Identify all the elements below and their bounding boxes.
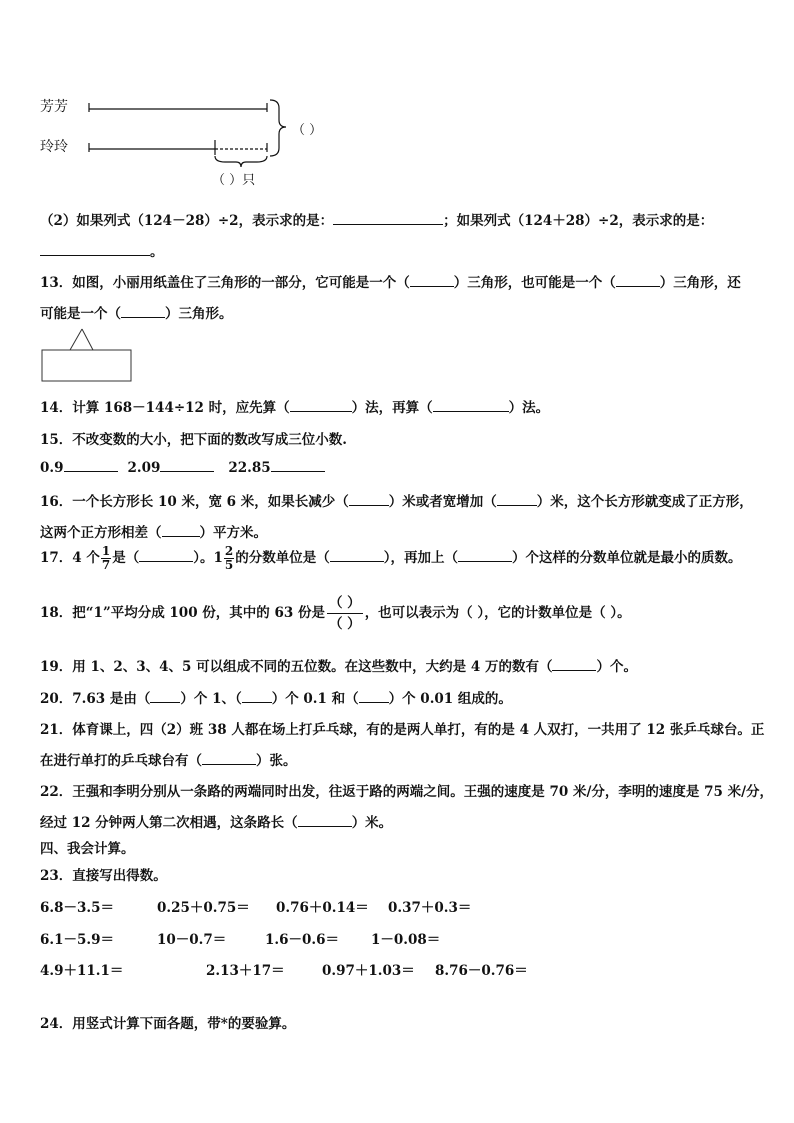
- q12-part2-line2: 。: [40, 240, 164, 260]
- q12-blank-2[interactable]: [40, 243, 150, 256]
- q16-blank-1[interactable]: [349, 493, 389, 506]
- segment-diagram: [0, 0, 400, 190]
- q19-blank[interactable]: [552, 658, 596, 671]
- q21-line2: 在进行单打的乒乓球台有（ ）张。: [40, 753, 297, 769]
- q20: 20．7.63 是由（ ）个 1、（ ）个 0.1 和（ ）个 0.01 组成的。: [40, 691, 512, 707]
- q13-line2: 可能是一个（ ）三角形。: [40, 306, 233, 322]
- q17-blank-3[interactable]: [458, 549, 512, 562]
- q23-item: 0.97＋1.03＝: [322, 963, 415, 979]
- label-lingling: 玲玲: [40, 139, 68, 155]
- q23-item: 6.8－3.5＝: [40, 900, 114, 916]
- q17-blank-1[interactable]: [139, 549, 193, 562]
- q13-blank-2[interactable]: [616, 274, 660, 287]
- q23-item: 10－0.7＝: [157, 932, 227, 948]
- q15-blank-1[interactable]: [64, 459, 118, 472]
- q14-blank-1[interactable]: [290, 399, 352, 412]
- q23-item: 2.13＋17＝: [206, 963, 285, 979]
- q16-blank-3[interactable]: [162, 524, 200, 537]
- q23-item: 1－0.08＝: [371, 932, 441, 948]
- label-fangfang: 芳芳: [40, 99, 68, 115]
- q18: 18．把“1”平均分成 100 份，其中的 63 份是 $\frac{( )}{( )}$ ，也可以表示为（ ），它的计数单位是（ ）。: [40, 595, 631, 632]
- q20-blank-1[interactable]: [150, 690, 180, 703]
- q16-blank-2[interactable]: [497, 493, 537, 506]
- q15-blank-2[interactable]: [160, 459, 214, 472]
- q23-title: 23．直接写出得数。: [40, 868, 167, 884]
- fraction-two-fifths: $\frac{2}{5}$: [224, 544, 234, 572]
- q17: 17．4 个 $\frac{1}{7}$ 是（ ）。1 $\frac{2}{5}$ 的分数单位是（ ），再加上（ ）个这样的分数单位就是最小的质数。: [40, 544, 742, 572]
- right-brace: [270, 100, 286, 156]
- bottom-brace: [215, 156, 267, 167]
- q23-item: 1.6－0.6＝: [265, 932, 339, 948]
- q23-item: 0.25＋0.75＝: [157, 900, 250, 916]
- q16-line2: 这两个正方形相差（ ）平方米。: [40, 525, 267, 541]
- q14-blank-2[interactable]: [433, 399, 509, 412]
- section-heading: 四、我会计算。: [40, 841, 135, 857]
- q23-item: 0.76＋0.14＝: [276, 900, 369, 916]
- q22-line1: 22．王强和李明分别从一条路的两端同时出发，往返于路的两端之间。王强的速度是 70 米/分，李明的速度是 75 米/分，: [40, 784, 774, 800]
- q23-item: 0.37＋0.3＝: [388, 900, 472, 916]
- q22-blank[interactable]: [298, 814, 352, 827]
- q15: 15．不改变数的大小，把下面的数改写成三位小数.: [40, 432, 347, 448]
- paper-rectangle: [42, 350, 131, 381]
- q21-blank[interactable]: [202, 752, 256, 765]
- q21-line1: 21．体育课上，四（2）班 38 人都在场上打乒乓球，有的是两人单打，有的是 4 人双打，一共用了 12 张乒乓球台。正: [40, 722, 765, 738]
- q23-item: 4.9＋11.1＝: [40, 963, 124, 979]
- q12-part2: （2）如果列式（124－28）÷2，表示求的是： ；如果列式（124＋28）÷2，表示求的是：: [40, 213, 714, 229]
- q17-blank-2[interactable]: [330, 549, 384, 562]
- q13-blank-3[interactable]: [121, 305, 165, 318]
- q20-blank-3[interactable]: [359, 690, 389, 703]
- q19: 19．用 1、2、3、4、5 可以组成不同的五位数。在这些数中，大约是 4 万的数有（ ）个。: [40, 659, 637, 675]
- q24-title: 24．用竖式计算下面各题，带*的要验算。: [40, 1016, 296, 1032]
- q13-blank-1[interactable]: [410, 274, 454, 287]
- q23-item: 8.76－0.76＝: [435, 963, 528, 979]
- q23-item: 6.1－5.9＝: [40, 932, 114, 948]
- bottom-answer-blank[interactable]: （ ）只: [212, 173, 256, 188]
- q12-blank-1[interactable]: [333, 212, 443, 225]
- triangle-edge-left: [70, 329, 82, 350]
- q22-line2: 经过 12 分钟两人第二次相遇，这条路长（ ）米。: [40, 815, 393, 831]
- brace-answer-blank[interactable]: （ ）: [292, 123, 323, 138]
- q14: 14．计算 168－144÷12 时，应先算（ ）法，再算（ ）法。: [40, 400, 550, 416]
- q16-line1: 16．一个长方形长 10 米，宽 6 米，如果长减少（ ）米或者宽增加（ ）米，这个长方形就变成了正方形，: [40, 494, 753, 510]
- fraction-one-seventh: $\frac{1}{7}$: [101, 544, 111, 572]
- q15-blank-3[interactable]: [271, 459, 325, 472]
- triangle-edge-right: [82, 329, 93, 350]
- q15-numbers: 0.9 2.09 22.85: [40, 459, 325, 476]
- q18-fraction-blank[interactable]: $\frac{( )}{( )}$: [328, 595, 361, 632]
- q20-blank-2[interactable]: [242, 690, 272, 703]
- q13-line1: 13．如图，小丽用纸盖住了三角形的一部分，它可能是一个（ ）三角形，也可能是一个（ ）三角形，还: [40, 275, 741, 291]
- covered-triangle-figure: [40, 326, 136, 384]
